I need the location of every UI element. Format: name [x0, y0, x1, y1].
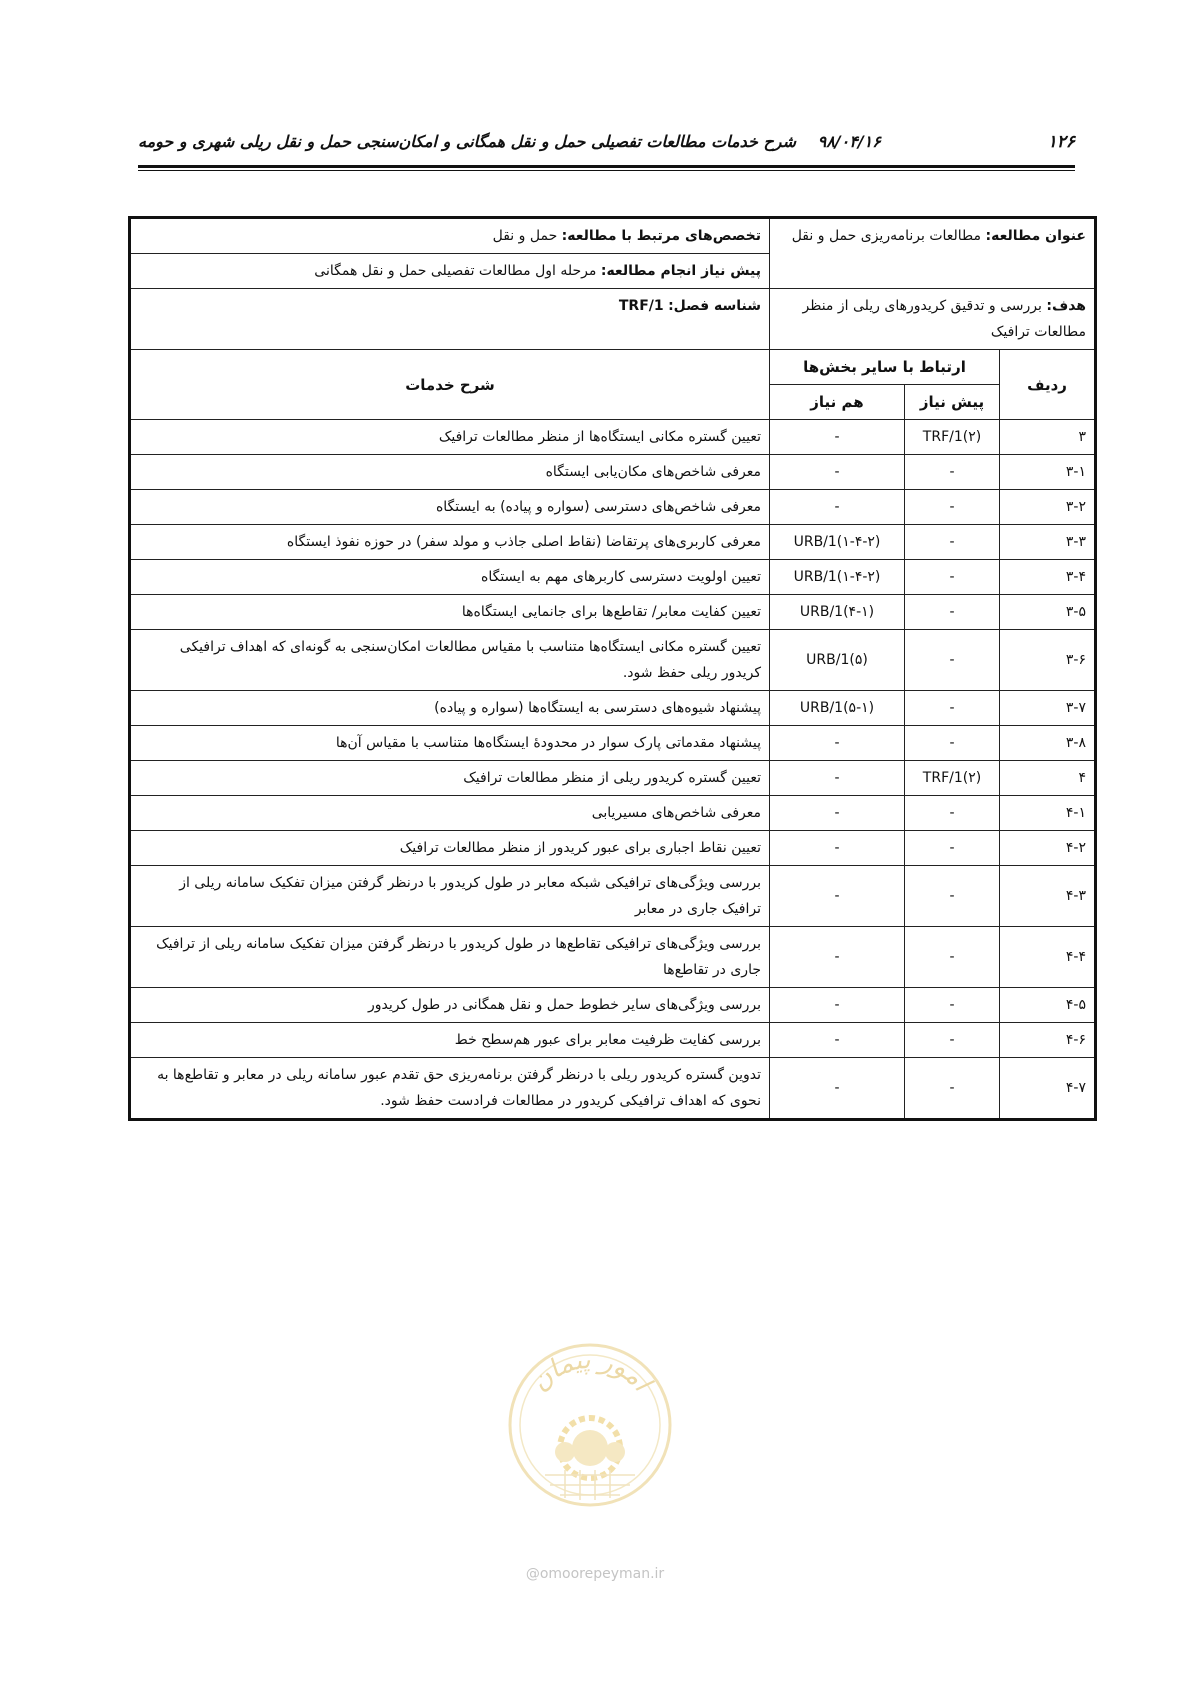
row-desc: بررسی ویژگی‌های ترافیکی تقاطع‌ها در طول کریدور با درنظر گرفتن میزان تفکیک سامانه ریلی از ترافیک جاری در تقاطع‌ها [130, 927, 770, 988]
row-id: ۳-۷ [1000, 691, 1096, 726]
col-row-header: ردیف [1000, 350, 1096, 420]
row-id: ۳-۸ [1000, 726, 1096, 761]
table-row [130, 455, 1096, 490]
row-id: ۴-۲ [1000, 831, 1096, 866]
row-prereq: - [905, 691, 1000, 726]
row-coreq: - [770, 866, 905, 927]
row-desc: بررسی کفایت ظرفیت معابر برای عبور هم‌سطح خط [130, 1023, 770, 1058]
row-prereq: - [905, 988, 1000, 1023]
table-row [130, 560, 1096, 595]
row-desc: بررسی ویژگی‌های ترافیکی شبکه معابر در طول کریدور با درنظر گرفتن میزان تفکیک سامانه ریلی از ترافیک جاری در معابر [130, 866, 770, 927]
table-row [130, 866, 1096, 927]
col-prereq-header: پیش نیاز [905, 385, 1000, 420]
row-id: ۴-۶ [1000, 1023, 1096, 1058]
row-coreq: - [770, 831, 905, 866]
row-desc: تعیین گستره مکانی ایستگاه‌ها متناسب با مقیاس مطالعات امکان‌سنجی به گونه‌ای که اهداف ترافیکی کریدور ریلی حفظ شود. [130, 630, 770, 691]
row-prereq: - [905, 560, 1000, 595]
row-coreq: URB/1(۵-۱) [770, 691, 905, 726]
row-id: ۳-۴ [1000, 560, 1096, 595]
row-coreq: URB/1(۱-۴-۲) [770, 560, 905, 595]
table-row [130, 630, 1096, 691]
row-coreq: URB/1(۴-۱) [770, 595, 905, 630]
row-prereq: - [905, 927, 1000, 988]
row-coreq: URB/1(۵) [770, 630, 905, 691]
row-id: ۴-۳ [1000, 866, 1096, 927]
col-desc-header: شرح خدمات [130, 350, 770, 420]
row-coreq: - [770, 726, 905, 761]
row-desc: پیشنهاد مقدماتی پارک سوار در محدودهٔ ایستگاه‌ها متناسب با مقیاس آن‌ها [130, 726, 770, 761]
row-desc: تعیین اولویت دسترسی کاربرهای مهم به ایستگاه [130, 560, 770, 595]
header-rule-thick [138, 165, 1075, 168]
study-title-cell [770, 218, 1096, 289]
row-desc: معرفی کاربری‌های پرتقاضا (نقاط اصلی جاذب و مولد سفر) در حوزه نفوذ ایستگاه [130, 525, 770, 560]
row-desc: تدوین گستره کریدور ریلی با درنظر گرفتن برنامه‌ریزی حق تقدم عبور سامانه ریلی در معابر و تقاطع‌ها به نحوی که اهداف ترافیکی کریدور در مطالعات فرادست حفظ شود. [130, 1058, 770, 1120]
row-desc: بررسی ویژگی‌های سایر خطوط حمل و نقل همگانی در طول کریدور [130, 988, 770, 1023]
goal-label: هدف: [1046, 298, 1086, 314]
chapter-id-cell [130, 289, 770, 350]
table-row [130, 761, 1096, 796]
row-desc: تعیین گستره مکانی ایستگاه‌ها از منظر مطالعات ترافیک [130, 420, 770, 455]
goal-value: بررسی و تدقیق کریدورهای ریلی از منظر مطالعات ترافیک [802, 298, 1086, 340]
row-prereq: - [905, 630, 1000, 691]
row-id: ۴-۷ [1000, 1058, 1096, 1120]
goal-cell [770, 289, 1096, 350]
page-header [138, 128, 1075, 158]
table-row [130, 595, 1096, 630]
info-row-3 [130, 289, 1096, 350]
row-id: ۴ [1000, 761, 1096, 796]
row-prereq: - [905, 1023, 1000, 1058]
row-prereq: - [905, 726, 1000, 761]
related-fields-label: تخصص‌های مرتبط با مطالعه: [561, 228, 761, 244]
row-id: ۳-۲ [1000, 490, 1096, 525]
table-row [130, 490, 1096, 525]
chapter-id-label: شناسه فصل: [668, 298, 761, 314]
row-coreq: - [770, 927, 905, 988]
table-row [130, 1023, 1096, 1058]
row-prereq: TRF/1(۲) [905, 420, 1000, 455]
row-coreq: - [770, 420, 905, 455]
row-prereq: - [905, 796, 1000, 831]
table-row [130, 691, 1096, 726]
prerequisite-cell [130, 254, 770, 289]
table-row [130, 796, 1096, 831]
row-desc: تعیین نقاط اجباری برای عبور کریدور از منظر مطالعات ترافیک [130, 831, 770, 866]
row-desc: معرفی شاخص‌های دسترسی (سواره و پیاده) به ایستگاه [130, 490, 770, 525]
row-desc: معرفی شاخص‌های مسیریابی [130, 796, 770, 831]
prerequisite-label: پیش نیاز انجام مطالعه: [600, 263, 761, 279]
row-id: ۳-۳ [1000, 525, 1096, 560]
services-table [128, 216, 1097, 1121]
row-desc: معرفی شاخص‌های مکان‌یابی ایستگاه [130, 455, 770, 490]
chapter-id-value: TRF/1 [618, 298, 664, 314]
row-coreq: - [770, 1058, 905, 1120]
page-number: ۱۲۶ [1047, 132, 1075, 152]
row-coreq: - [770, 490, 905, 525]
row-prereq: - [905, 595, 1000, 630]
table-row [130, 927, 1096, 988]
row-coreq: URB/1(۱-۴-۲) [770, 525, 905, 560]
table-row [130, 420, 1096, 455]
row-id: ۳ [1000, 420, 1096, 455]
row-prereq: TRF/1(۲) [905, 761, 1000, 796]
table-row [130, 1058, 1096, 1120]
header-date: ۹۸/۰۴/۱۶ [817, 132, 881, 151]
header-title: شرح خدمات مطالعات تفصیلی حمل و نقل همگانی و امکان‌سنجی حمل و نقل ریلی شهری و حومه [138, 132, 797, 151]
watermark-logo [505, 1340, 675, 1510]
row-prereq: - [905, 831, 1000, 866]
row-desc: پیشنهاد شیوه‌های دسترسی به ایستگاه‌ها (سواره و پیاده) [130, 691, 770, 726]
watermark-logo-text: امور پیمان [524, 1344, 657, 1398]
row-prereq: - [905, 866, 1000, 927]
row-id: ۳-۱ [1000, 455, 1096, 490]
row-coreq: - [770, 988, 905, 1023]
col-coreq-header: هم نیاز [770, 385, 905, 420]
row-coreq: - [770, 796, 905, 831]
table-row [130, 988, 1096, 1023]
row-desc: تعیین کفایت معابر/ تقاطع‌ها برای جانمایی ایستگاه‌ها [130, 595, 770, 630]
row-prereq: - [905, 455, 1000, 490]
row-id: ۴-۵ [1000, 988, 1096, 1023]
row-coreq: - [770, 1023, 905, 1058]
prerequisite-value: مرحله اول مطالعات تفصیلی حمل و نقل همگانی [314, 263, 597, 279]
row-coreq: - [770, 761, 905, 796]
table-row [130, 831, 1096, 866]
col-relation-header: ارتباط با سایر بخش‌ها [770, 350, 1000, 385]
study-title-label: عنوان مطالعه: [985, 228, 1086, 244]
table-row [130, 726, 1096, 761]
table-row [130, 525, 1096, 560]
row-id: ۳-۶ [1000, 630, 1096, 691]
related-fields-cell [130, 218, 770, 254]
related-fields-value: حمل و نقل [492, 228, 558, 244]
row-desc: تعیین گستره کریدور ریلی از منظر مطالعات ترافیک [130, 761, 770, 796]
header-title-line [138, 132, 881, 151]
watermark-site: @omoorepeyman.ir [525, 1566, 665, 1582]
info-row-1 [130, 218, 1096, 254]
row-coreq: - [770, 455, 905, 490]
row-prereq: - [905, 490, 1000, 525]
header-rule-thin [138, 170, 1075, 171]
row-prereq: - [905, 1058, 1000, 1120]
row-id: ۳-۵ [1000, 595, 1096, 630]
table-header-row-1 [130, 350, 1096, 385]
row-prereq: - [905, 525, 1000, 560]
row-id: ۴-۴ [1000, 927, 1096, 988]
study-title-value: مطالعات برنامه‌ریزی حمل و نقل [791, 228, 982, 244]
row-id: ۴-۱ [1000, 796, 1096, 831]
